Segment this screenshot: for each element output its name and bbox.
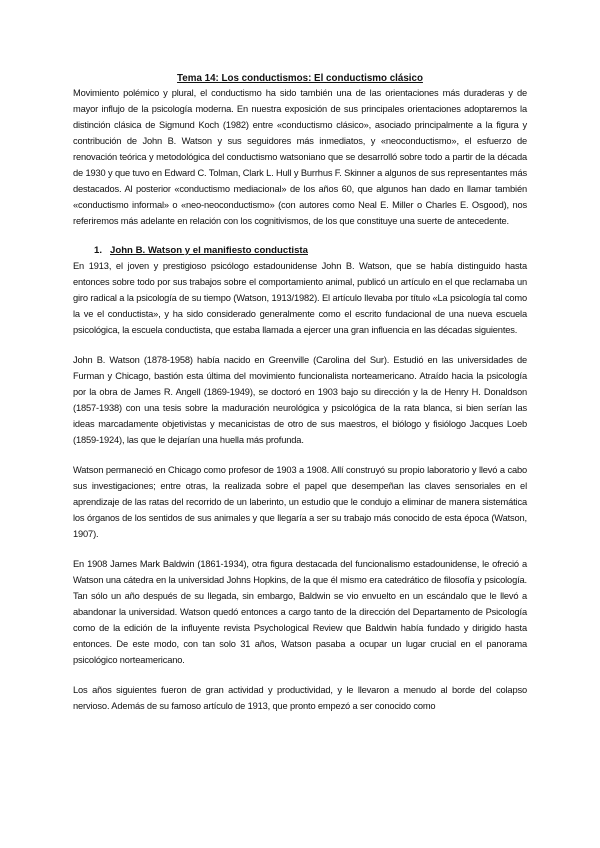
paragraph-watson-baldwin: En 1908 James Mark Baldwin (1861-1934), otra figura destacada del funcionalismo estadounidense, le ofreció a Watson una cátedra en la universidad Johns Hopkins, de la que él mismo era catedrático de filosofía y psicología. Tan sólo un año después de su llegada, sin embargo, Baldwin se vio envuelto en un escándalo que le llevó a abandonar la universidad. Watson quedó entonces a cargo tanto de la dirección del Departamento de Psicología como de la edición de la influyente revista Psychological Review que Baldwin había fundado y dirigido hasta entonces. De este modo, con tan solo 31 años, Watson pasaba a ocupar un lugar crucial en el panorama psicológico norteamericano. xyxy=(73,559,527,665)
paragraph-watson-1913: En 1913, el joven y prestigioso psicólogo estadounidense John B. Watson, que se había distinguido hasta entonces sobre todo por sus trabajos sobre el comportamiento animal, publicó un artículo en el que reclamaba un giro radical a la psicología de su tiempo (Watson, 1913/1982). El artículo llevaba por título «La psicología tal como la ve el conductista», y ha sido considerado generalmente como el escrito fundacional de una nueva escuela psicológica, la escuela conductista, que estaba llamada a ejercer una gran influencia en las décadas siguientes. xyxy=(73,261,527,335)
page-title: Tema 14: Los conductismos: El conductismo clásico xyxy=(177,73,423,84)
paragraph-watson-chicago: Watson permaneció en Chicago como profesor de 1903 a 1908. Allí construyó su propio laboratorio y llevó a cabo sus investigaciones; entre otras, la realizada sobre el papel que desempeñan las claves sensoriales en el aprendizaje de las ratas del recorrido de un laberinto, un estudio que le condujo a eliminar de manera sistemática los órganos de los sentidos de sus animales y que llegaría a ser su trabajo más conocido de esta época (Watson, 1907). xyxy=(73,465,527,539)
spacer xyxy=(73,338,527,352)
spacer xyxy=(73,668,527,682)
section-number: 1. xyxy=(94,245,103,256)
spacer xyxy=(73,542,527,556)
paragraph-watson-biography: John B. Watson (1878-1958) había nacido en Greenville (Carolina del Sur). Estudió en las universidades de Furman y Chicago, bastión esta última del movimiento funcionalista norteamericano. Atraído hacia la psicología por la obra de James R. Angell (1869-1949), se doctoró en 1903 bajo su dirección y la de Henry H. Donaldson (1857-1938) con una tesis sobre la maduración neurológica y psicológica de la rata blanca, si bien serían las ideas marcadamente objetivistas y mecanicistas de otro de sus maestros, el biólogo y fisiólogo Jacques Loeb (1859-1924), las que le dejarían una huella más profunda. xyxy=(73,355,527,445)
spacer xyxy=(73,229,527,243)
page-content xyxy=(73,72,527,714)
paragraph-following-years: Los años siguientes fueron de gran actividad y productividad, y le llevaron a menudo al borde del colapso nervioso. Además de su famoso artículo de 1913, que pronto empezó a ser conocido como xyxy=(73,685,527,711)
section-heading xyxy=(94,243,527,258)
intro-paragraph: Movimiento polémico y plural, el conductismo ha sido también una de las orientaciones más duraderas y de mayor influjo de la psicología moderna. En nuestra exposición de sus principales orientaciones adoptaremos la distinción clásica de Sigmund Koch (1982) entre «conductismo clásico», asociado principalmente a la figura y contribución de John B. Watson y sus seguidores más inmediatos, y «neoconductismo», el esfuerzo de renovación teórica y metodológica del conductismo watsoniano que se desarrolló sobre todo a partir de la década de 1930 y que tuvo en Edward C. Tolman, Clark L. Hull y Burrhus F. Skinner a algunos de sus representantes más destacados. Al posterior «conductismo mediacional» de los años 60, que algunos han dado en llamar también «conductismo informal» o «neo-neoconductismo» (con autores como Neal E. Miller o Charles E. Osgood), nos referiremos más adelante en relación con los cognitivismos, de los que constituye una suerte de antecedente. xyxy=(73,88,527,226)
spacer xyxy=(73,448,527,462)
section-title: John B. Watson y el manifiesto conductista xyxy=(110,245,308,256)
